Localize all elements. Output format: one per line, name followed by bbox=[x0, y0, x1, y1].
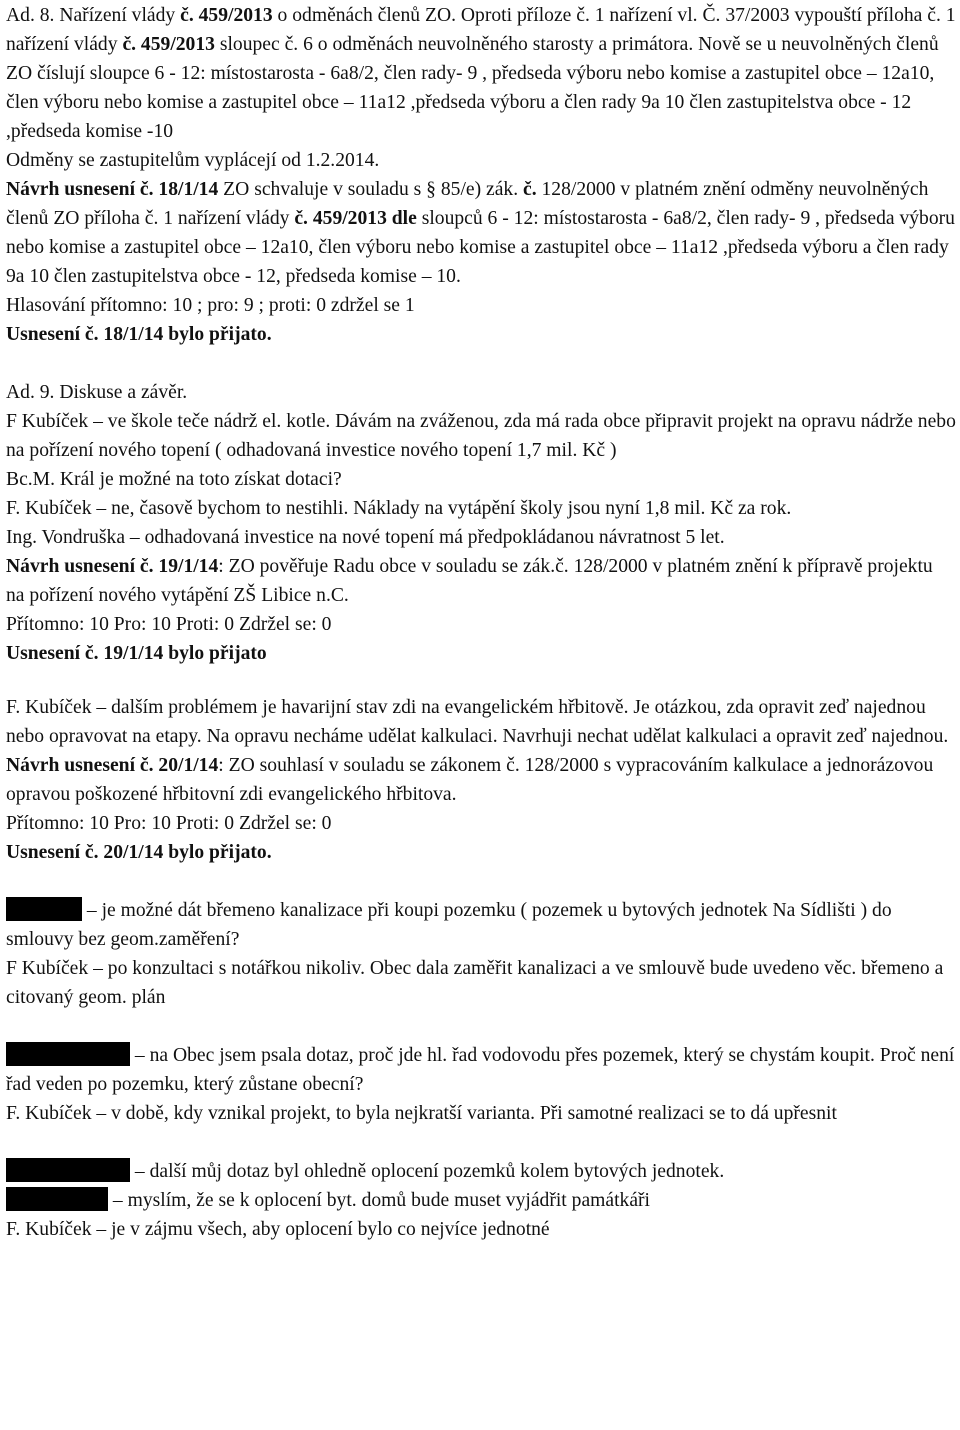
discussion-line: F. Kubíček – ne, časově bychom to nestihli. Náklady na vytápění školy jsou nyní 1,8 mil. Kč za rok. bbox=[6, 498, 792, 519]
question-line bbox=[6, 1186, 956, 1215]
question-line bbox=[6, 1041, 956, 1099]
hlasovani-19: Přítomno: 10 Pro: 10 Proti: 0 Zdržel se: 0 bbox=[6, 614, 332, 635]
answer-line: F. Kubíček – v době, kdy vznikal projekt, to byla nejkratší varianta. Při samotné realizaci se to dá upřesnit bbox=[6, 1103, 837, 1124]
redacted-name-block bbox=[6, 1158, 130, 1182]
spacer bbox=[6, 867, 956, 896]
redacted-name-block bbox=[6, 1042, 130, 1066]
usneseni-18: Usnesení č. 18/1/14 bylo přijato. bbox=[6, 324, 272, 345]
odmeny-line: Odměny se zastupitelům vyplácejí od 1.2.2014. bbox=[6, 150, 380, 171]
navrh-label: Návrh usnesení č. 18/1/14 bbox=[6, 179, 219, 200]
usneseni-19: Usnesení č. 19/1/14 bylo přijato bbox=[6, 643, 267, 664]
navrh-18-paragraph bbox=[6, 175, 956, 291]
text-run: : ZO pověřuje Radu obce v souladu se zák.č. 128/2000 v platném znění k přípravě projektu na pořízení nového vytápění ZŠ Libice n.C. bbox=[6, 556, 933, 606]
spacer bbox=[6, 1012, 956, 1041]
document-page bbox=[6, 0, 956, 1244]
navrh-20-paragraph bbox=[6, 751, 956, 809]
text-run: ZO schvaluje v souladu s § 85/e) zák. bbox=[218, 179, 523, 200]
text-run-bold: č. 459/2013 dle bbox=[294, 208, 417, 229]
text-run: sloupců 6 - 12: místostarosta - 6a8/2, člen rady- 9 , předseda výboru nebo komise a zastupitel obce – 12a10, člen výboru nebo komise a zastupitel obce – 11a12 ,předseda výboru a člen rady 9a 10 člen zastupitelstva obce - 12, předseda komise – 10. bbox=[6, 208, 955, 287]
answer-line: F. Kubíček – je v zájmu všech, aby oplocení bylo co nejvíce jednotné bbox=[6, 1219, 550, 1240]
section8-paragraph bbox=[6, 1, 956, 146]
text-run: 128/2000 v platném znění odměny neuvolněných členů ZO příloha č. 1 nařízení vlády bbox=[6, 179, 929, 229]
spacer bbox=[6, 1128, 956, 1157]
spacer bbox=[6, 349, 956, 378]
redacted-name-block bbox=[6, 897, 82, 921]
text-run: – myslím, že se k oplocení byt. domů bude muset vyjádřit památkáři bbox=[108, 1190, 650, 1211]
text-run: – další můj dotaz byl ohledně oplocení pozemků kolem bytových jednotek. bbox=[130, 1161, 725, 1182]
text-run: – na Obec jsem psala dotaz, proč jde hl. řad vodovodu přes pozemek, který se chystám koupit. Proč není řad veden po pozemku, který zůstane obecní? bbox=[6, 1045, 955, 1095]
discussion-line: Bc.M. Král je možné na toto získat dotaci? bbox=[6, 469, 342, 490]
hlasovani-20: Přítomno: 10 Pro: 10 Proti: 0 Zdržel se: 0 bbox=[6, 813, 332, 834]
text-run-bold: č. 459/2013 bbox=[180, 5, 273, 26]
redacted-name-block bbox=[6, 1187, 108, 1211]
navrh-label: Návrh usnesení č. 20/1/14 bbox=[6, 755, 219, 776]
text-run: Ad. 8. Nařízení vlády bbox=[6, 5, 181, 26]
discussion-line: F Kubíček – ve škole teče nádrž el. kotle. Dávám na zváženou, zda má rada obce připravit projekt na opravu nádrže nebo na pořízení nového topení ( odhadovaná investice nového topení 1,7 mil. Kč ) bbox=[6, 411, 956, 461]
navrh-19-paragraph bbox=[6, 552, 956, 610]
text-run: sloupec č. 6 o odměnách neuvolněného starosty a primátora. Nově se u neuvolněných členů ZO číslují sloupce 6 - 12: místostarosta - 6a8/2, člen rady- 9 , předseda výboru nebo komise a zastupitel obce – 12a10, člen výboru nebo komise a zastupitel obce – 11a12 ,předseda výboru a člen rady 9a 10 člen zastupitelstva obce - 12 ,předseda komise -10 bbox=[6, 34, 939, 142]
text-run: o odměnách členů ZO. Oproti příloze č. 1 nařízení vl. Č. 37/2003 vypouští příloha č. 1 nařízení vlády bbox=[6, 5, 956, 55]
answer-line: F Kubíček – po konzultaci s notářkou nikoliv. Obec dala zaměřit kanalizaci a ve smlouvě bude uvedeno věc. břemeno a citovaný geom. plán bbox=[6, 958, 944, 1008]
text-run-bold: č. bbox=[523, 179, 537, 200]
hlasovani-18: Hlasování přítomno: 10 ; pro: 9 ; proti: 0 zdržel se 1 bbox=[6, 295, 415, 316]
navrh-label: Návrh usnesení č. 19/1/14 bbox=[6, 556, 219, 577]
discussion-line: Ing. Vondruška – odhadovaná investice na nové topení má předpokládanou návratnost 5 let. bbox=[6, 527, 725, 548]
text-run: – je možné dát břemeno kanalizace při koupi pozemku ( pozemek u bytových jednotek Na Sídlišti ) do smlouvy bez geom.zaměření? bbox=[6, 900, 892, 950]
discussion-line: F. Kubíček – dalším problémem je havarijní stav zdi na evangelickém hřbitově. Je otázkou, zda opravit zeď najednou nebo opravovat na etapy. Na opravu necháme udělat kalkulaci. Navrhuji nechat udělat kalkulaci a opravit zeď najednou. bbox=[6, 697, 949, 747]
usneseni-20: Usnesení č. 20/1/14 bylo přijato. bbox=[6, 842, 272, 863]
text-run-bold: č. 459/2013 bbox=[122, 34, 215, 55]
text-run: : ZO souhlasí v souladu se zákonem č. 128/2000 s vypracováním kalkulace a jednorázovou opravou poškozené hřbitovní zdi evangelického hřbitova. bbox=[6, 755, 934, 805]
spacer bbox=[6, 668, 956, 693]
section9-heading: Ad. 9. Diskuse a závěr. bbox=[6, 382, 188, 403]
question-line bbox=[6, 1157, 956, 1186]
question-line bbox=[6, 896, 956, 954]
